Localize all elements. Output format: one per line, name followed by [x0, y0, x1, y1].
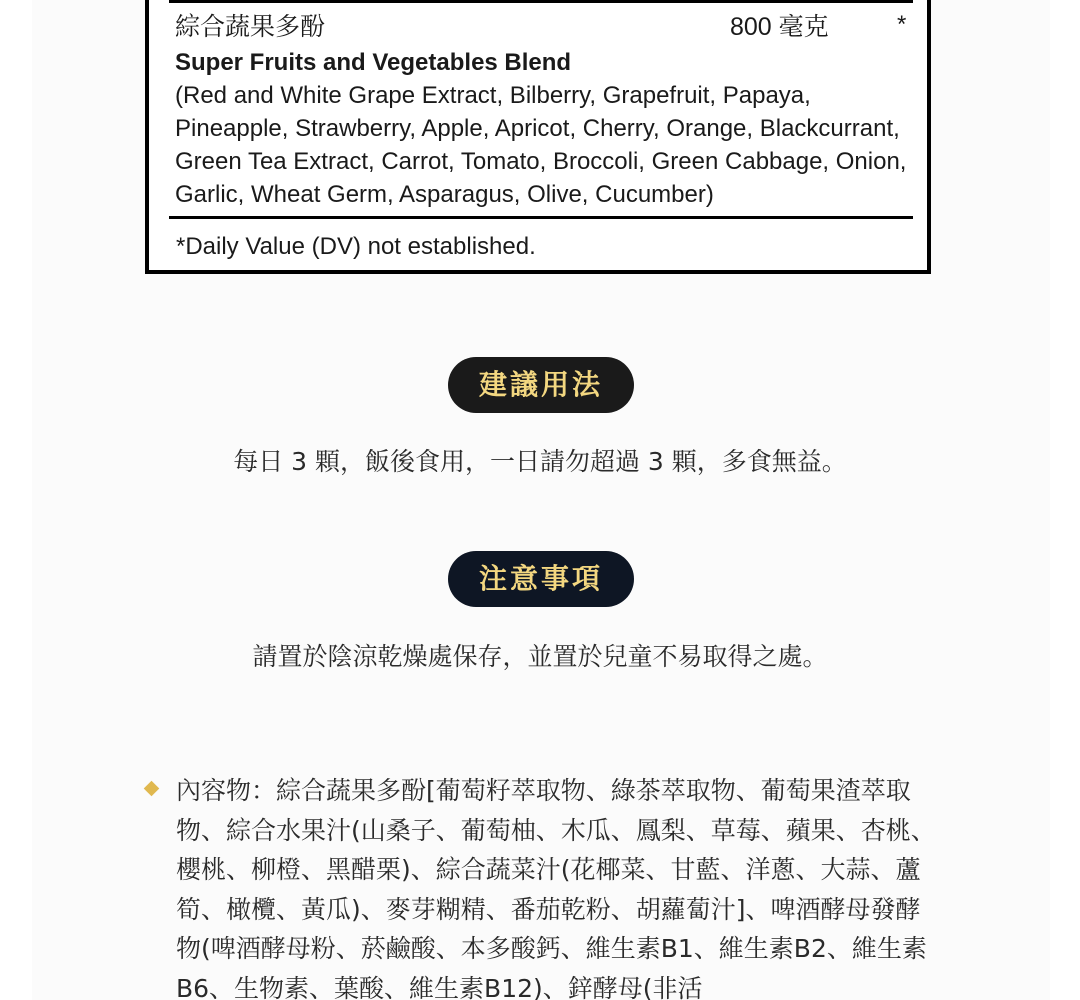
- notice-text: 請置於陰涼乾燥處保存，並置於兒童不易取得之處。: [252, 642, 828, 671]
- daily-value-mark: *: [897, 11, 907, 38]
- usage-section-title: 建議用法: [448, 357, 634, 413]
- ingredient-name-zh: 綜合蔬果多酚: [175, 13, 326, 41]
- ingredient-amount: 800 毫克: [730, 13, 829, 41]
- facts-bottom-rule: [169, 216, 913, 219]
- ingredient-list-en: (Red and White Grape Extract, Bilberry, Grapefruit, Papaya, Pineapple, Strawberry, Apple, Apricot, Cherry, Orange, Blackcurrant, Green Tea Extract, Carrot, Tomato, Broccoli, Green Cabbage, Onion, Garlic, Wheat Germ, Asparagus, Olive, Cucumber): [175, 82, 907, 208]
- contents-text: 內容物：綜合蔬果多酚[葡萄籽萃取物、綠茶萃取物、葡萄果渣萃取物、綜合水果汁(山桑子、葡萄柚、木瓜、鳳梨、草莓、蘋果、杏桃、櫻桃、柳橙、黑醋栗)、綜合蔬菜汁(花椰菜、甘藍、洋蔥、大蒜、蘆筍、橄欖、黃瓜)、麥芽糊精、番茄乾粉、胡蘿蔔汁]、啤酒酵母發酵物(啤酒酵母粉、菸鹼酸、本多酸鈣、維生素B1、維生素B2、維生素B6、生物素、葉酸、維生素B12)、鋅酵母(非活: [176, 776, 936, 1000]
- usage-text: 每日 3 顆，飯後食用，一日請勿超過 3 顆，多食無益。: [233, 447, 847, 476]
- ingredient-name-en: Super Fruits and Vegetables Blend: [175, 49, 572, 76]
- daily-value-footnote: *Daily Value (DV) not established.: [176, 233, 536, 260]
- notice-section-title: 注意事項: [448, 551, 634, 607]
- facts-top-rule: [169, 0, 913, 3]
